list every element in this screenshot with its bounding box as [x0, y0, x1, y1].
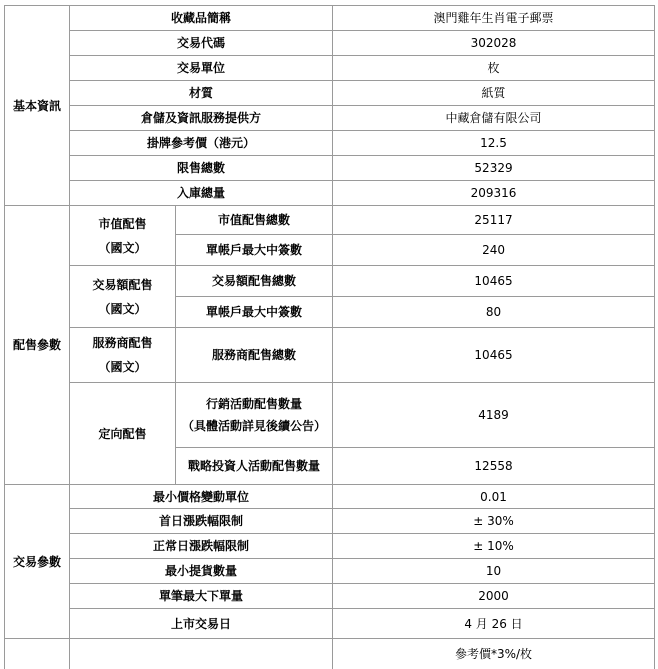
group-market-line2: （國文） — [98, 240, 147, 255]
value-market-total: 25117 — [333, 206, 655, 235]
table-row — [5, 509, 655, 534]
label-material: 材質 — [70, 81, 333, 106]
group-broker-line2: （國文） — [98, 360, 147, 374]
table-row — [5, 485, 655, 509]
value-promo-allocation: 4189 — [333, 383, 655, 448]
label-stock-in-total: 入庫總量 — [70, 181, 333, 206]
label-promo-allocation — [176, 383, 333, 448]
product-info-table — [4, 5, 655, 669]
section-allocation: 配售參數 — [5, 206, 70, 485]
value-material: 紙質 — [333, 81, 655, 106]
value-restricted-total: 52329 — [333, 156, 655, 181]
table-row — [5, 206, 655, 235]
label-promo-line2: （具體活動詳見後續公告） — [182, 419, 327, 433]
value-strategic-allocation: 12558 — [333, 448, 655, 485]
table-row — [5, 559, 655, 584]
label-reference-price: 掛牌參考價（港元） — [70, 131, 333, 156]
value-storage-provider: 中藏倉儲有限公司 — [333, 106, 655, 131]
label-normal-day-limit: 正常日漲跌幅限制 — [70, 534, 333, 559]
group-market-line1: 市值配售 — [98, 216, 147, 231]
table-row — [5, 328, 655, 383]
group-market-allocation — [70, 206, 176, 266]
value-normal-day-limit: ± 10% — [333, 534, 655, 559]
table-row — [5, 609, 655, 639]
section-basic-info: 基本資訊 — [5, 6, 70, 206]
label-listing-date: 上市交易日 — [70, 609, 333, 639]
table-row — [5, 584, 655, 609]
label-min-tick: 最小價格變動單位 — [70, 485, 333, 509]
label-market-total: 市值配售總數 — [176, 206, 333, 235]
label-promo-line1: 行銷活動配售數量 — [206, 397, 303, 411]
value-listing-date: 4 月 26 日 — [333, 609, 655, 639]
group-volume-line1: 交易額配售 — [92, 277, 153, 292]
cell-empty — [70, 639, 333, 669]
label-restricted-total: 限售總數 — [70, 156, 333, 181]
table-row — [5, 56, 655, 81]
group-broker-allocation — [70, 328, 176, 383]
value-market-max-per-account: 240 — [333, 235, 655, 266]
label-volume-max-per-account: 單帳戶最大中簽數 — [176, 297, 333, 328]
table-row — [5, 131, 655, 156]
value-min-delivery: 10 — [333, 559, 655, 584]
label-trade-code: 交易代碼 — [70, 31, 333, 56]
table-row — [5, 181, 655, 206]
table-row — [5, 639, 655, 669]
label-short-name: 收藏品簡稱 — [70, 6, 333, 31]
cell-empty — [5, 639, 70, 669]
group-broker-line1: 服務商配售 — [92, 336, 153, 350]
label-min-delivery: 最小提貨數量 — [70, 559, 333, 584]
label-broker-total: 服務商配售總數 — [176, 328, 333, 383]
table-row — [5, 266, 655, 297]
group-volume-allocation — [70, 266, 176, 328]
label-max-order: 單筆最大下單量 — [70, 584, 333, 609]
table-row — [5, 383, 655, 448]
label-trade-unit: 交易單位 — [70, 56, 333, 81]
label-strategic-allocation: 戰略投資人活動配售數量 — [176, 448, 333, 485]
value-broker-total: 10465 — [333, 328, 655, 383]
label-volume-total: 交易額配售總數 — [176, 266, 333, 297]
table-row — [5, 106, 655, 131]
value-volume-max-per-account: 80 — [333, 297, 655, 328]
value-stock-in-total: 209316 — [333, 181, 655, 206]
value-first-day-limit: ± 30% — [333, 509, 655, 534]
table-row — [5, 156, 655, 181]
group-directed-allocation: 定向配售 — [70, 383, 176, 485]
label-storage-provider: 倉儲及資訊服務提供方 — [70, 106, 333, 131]
value-fee: 參考價*3%/枚 — [333, 639, 655, 669]
table-row — [5, 534, 655, 559]
label-first-day-limit: 首日漲跌幅限制 — [70, 509, 333, 534]
table-row — [5, 31, 655, 56]
table-row — [5, 81, 655, 106]
section-trading: 交易參數 — [5, 485, 70, 639]
label-market-max-per-account: 單帳戶最大中簽數 — [176, 235, 333, 266]
value-reference-price: 12.5 — [333, 131, 655, 156]
value-trade-unit: 枚 — [333, 56, 655, 81]
value-trade-code: 302028 — [333, 31, 655, 56]
table-row — [5, 6, 655, 31]
group-volume-line2: （國文） — [98, 301, 147, 316]
value-min-tick: 0.01 — [333, 485, 655, 509]
value-short-name: 澳門雞年生肖電子郵票 — [333, 6, 655, 31]
value-volume-total: 10465 — [333, 266, 655, 297]
value-max-order: 2000 — [333, 584, 655, 609]
